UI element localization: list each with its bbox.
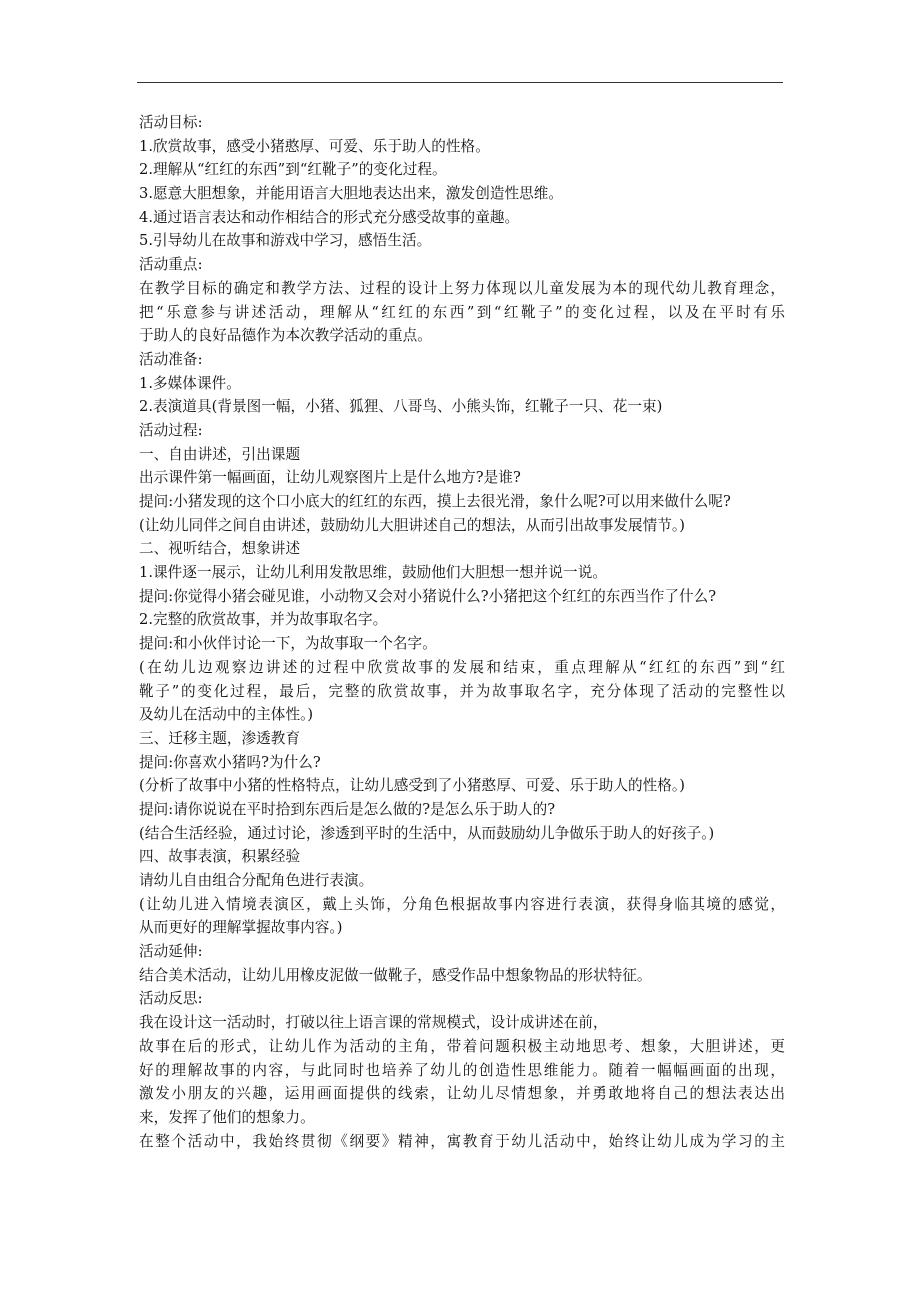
goal-item-4: 4.通过语言表达和动作相结合的形式充分感受故事的童趣。 [139, 208, 520, 226]
focus-paragraph-line: 把“乐意参与讲述活动，理解从“红红的东西”到“红靴子”的变化过程，以及在平时有乐 [139, 303, 785, 321]
process-step-4-heading: 四、故事表演，积累经验 [139, 848, 301, 866]
document-body [139, 111, 785, 1153]
process-text-line: 提问:和小伙伴讨论一下，为故事取一个名字。 [139, 635, 437, 653]
preparation-item-2: 2.表演道具(背景图一幅，小猪、狐狸、八哥鸟、小熊头饰，红靴子一只、花一束) [139, 398, 663, 416]
focus-paragraph-line: 在教学目标的确定和教学方法、过程的设计上努力体现以儿童发展为本的现代幼儿教育理念， [139, 279, 785, 297]
section-heading-focus: 活动重点: [139, 256, 203, 274]
preparation-item-1: 1.多媒体课件。 [139, 374, 241, 392]
process-text-line: 提问:你觉得小猪会碰见谁，小动物又会对小猪说什么?小猪把这个红红的东西当作了什么? [139, 587, 717, 605]
section-heading-reflection: 活动反思: [139, 990, 203, 1008]
process-text-line: 2.完整的欣赏故事，并为故事取名字。 [139, 611, 388, 629]
process-text-line: 提问:小猪发现的这个口小底大的红红的东西，摸上去很光滑，象什么呢?可以用来做什么呢? [139, 493, 731, 510]
process-text-line: (让幼儿进入情境表演区，戴上头饰，分角色根据故事内容进行表演，获得身临其境的感觉， [139, 895, 785, 913]
process-text-line: 从而更好的理解掌握故事内容。) [139, 919, 343, 937]
extension-text-line: 结合美术活动，让幼儿用橡皮泥做一做靴子，感受作品中想象物品的形状特征。 [139, 966, 652, 984]
process-text-line: (分析了故事中小猪的性格特点，让幼儿感受到了小猪憨厚、可爱、乐于助人的性格。) [139, 777, 686, 795]
process-step-3-heading: 三、迁移主题，渗透教育 [139, 729, 301, 747]
focus-paragraph-line: 于助人的良好品德作为本次教学活动的重点。 [139, 327, 432, 345]
goal-item-5: 5.引导幼儿在故事和游戏中学习，感悟生活。 [139, 232, 432, 250]
reflection-text-line: 来，发挥了他们的想象力。 [139, 1108, 315, 1126]
reflection-text-line: 故事在后的形式，让幼儿作为活动的主角，带着问题积极主动地思考、想象，大胆讲述，更 [139, 1037, 785, 1055]
reflection-text-line: 激发小朋友的兴趣，运用画面提供的线索，让幼儿尽情想象，并勇敢地将自己的想法表达出 [139, 1085, 785, 1103]
reflection-text-line: 在整个活动中，我始终贯彻《纲要》精神，寓教育于幼儿活动中，始终让幼儿成为学习的主 [139, 1132, 785, 1150]
process-text-line: 出示课件第一幅画面，让幼儿观察图片上是什么地方?是谁? [139, 469, 521, 487]
reflection-text-line: 我在设计这一活动时，打破以往上语言课的常规模式，设计成讲述在前， [139, 1014, 608, 1032]
process-text-line: 1.课件逐一展示，让幼儿利用发散思维，鼓励他们大胆想一想并说一说。 [139, 564, 607, 582]
process-step-1-heading: 一、自由讲述，引出课题 [139, 445, 301, 463]
section-heading-goals: 活动目标: [139, 114, 203, 131]
process-text-line: 请幼儿自由组合分配角色进行表演。 [139, 872, 374, 889]
header-rule [137, 82, 783, 83]
section-heading-preparation: 活动准备: [139, 350, 203, 368]
process-text-line: 靴子”的变化过程，最后，完整的欣赏故事，并为故事取名字，充分体现了活动的完整性以 [139, 682, 785, 700]
section-heading-process: 活动过程: [139, 421, 203, 439]
goal-item-1: 1.欣赏故事，感受小猪憨厚、可爱、乐于助人的性格。 [139, 137, 490, 155]
process-text-line: 及幼儿在活动中的主体性。) [139, 706, 314, 724]
process-step-2-heading: 二、视听结合，想象讲述 [139, 540, 301, 558]
process-text-line: (让幼儿同伴之间自由讲述，鼓励幼儿大胆讲述自己的想法，从而引出故事发展情节。) [139, 516, 686, 534]
process-text-line: 提问:请你说说在平时拾到东西后是怎么做的?是怎么乐于助人的? [139, 800, 556, 818]
goal-item-2: 2.理解从“红红的东西”到“红靴子”的变化过程。 [139, 161, 447, 179]
goal-item-3: 3.愿意大胆想象，并能用语言大胆地表达出来，激发创造性思维。 [139, 185, 564, 203]
section-heading-extension: 活动延伸: [139, 943, 203, 961]
process-text-line: 提问:你喜欢小猪吗?为什么? [139, 753, 321, 771]
reflection-text-line: 好的理解故事的内容，与此同时也培养了幼儿的创造性思维能力。随着一幅幅画面的出现， [139, 1061, 785, 1079]
process-text-line: (结合生活经验，通过讨论，渗透到平时的生活中，从而鼓励幼儿争做乐于助人的好孩子。) [139, 824, 715, 842]
process-text-line: (在幼儿边观察边讲述的过程中欣赏故事的发展和结束，重点理解从“红红的东西”到“红 [139, 658, 785, 676]
